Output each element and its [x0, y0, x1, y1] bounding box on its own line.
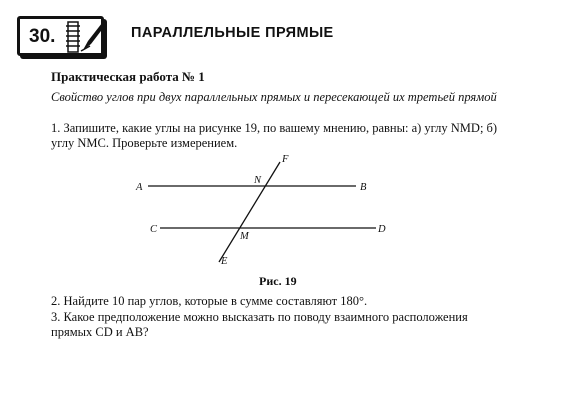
practical-work-title: Практическая работа № 1: [51, 69, 205, 84]
label-b: B: [360, 182, 367, 193]
label-c: C: [150, 224, 158, 235]
task-3: 3. Какое предположение можно высказать по поводу взаимного расположения прямых CD и AB?: [51, 310, 468, 339]
task-2: 2. Найдите 10 пар углов, которые в сумме составляют 180°.: [51, 294, 368, 308]
section-number: 30.: [29, 26, 56, 47]
chapter-title: ПАРАЛЛЕЛЬНЫЕ ПРЯМЫЕ: [131, 25, 334, 41]
label-d: D: [378, 224, 386, 235]
label-e: E: [221, 256, 228, 267]
transversal-ef: [219, 162, 280, 262]
work-subtitle: Свойство углов при двух параллельных прямых и пересекающей их третьей прямой: [51, 90, 497, 104]
figure-19: [120, 150, 400, 270]
label-f: F: [282, 154, 289, 165]
figure-caption: Рис. 19: [259, 274, 297, 288]
pen-nib-icon: [80, 21, 104, 53]
task-1: 1. Запишите, какие углы на рисунке 19, по вашему мнению, равны: а) углу NMD; б) углу NMC. Проверьте измерением.: [51, 121, 498, 150]
notebook-spiral-icon: [65, 21, 81, 53]
label-a: A: [136, 182, 143, 193]
section-number-box: [17, 16, 104, 56]
label-m: M: [240, 231, 249, 242]
label-n: N: [254, 175, 262, 186]
